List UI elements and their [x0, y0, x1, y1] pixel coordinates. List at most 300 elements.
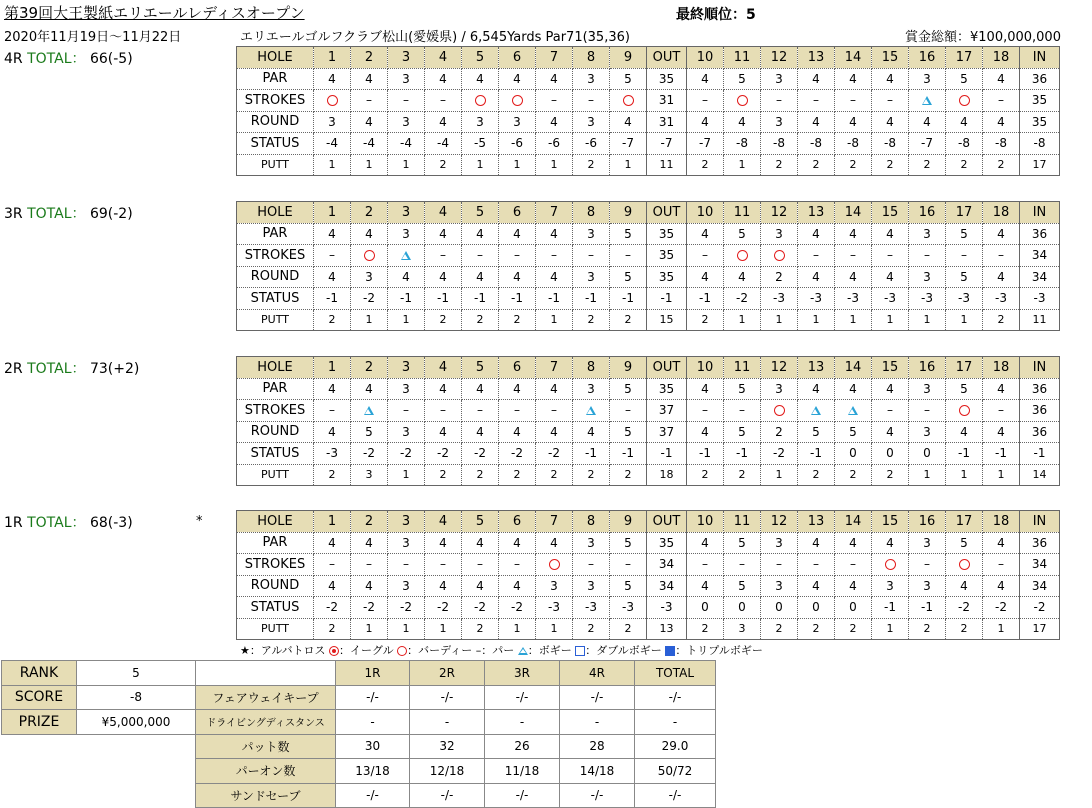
round-label: 1R	[4, 515, 23, 531]
round-cell: 5	[724, 575, 761, 597]
total-label: TOTAL：	[27, 515, 86, 531]
status-cell: -1	[872, 597, 909, 619]
stat-value: -	[410, 710, 485, 735]
par-cell: 4	[983, 378, 1020, 400]
round-cell: 4	[835, 575, 872, 597]
strokes-cell: –	[872, 245, 909, 267]
strokes-cell: 36	[1020, 400, 1060, 422]
rank-label: RANK	[2, 661, 77, 686]
putt-cell: 1	[909, 309, 946, 331]
putt-cell: 17	[1020, 154, 1060, 176]
hole-cell: 6	[499, 357, 536, 379]
par-cell: 4	[314, 378, 351, 400]
par-cell: 3	[761, 378, 798, 400]
hole-cell: 2	[351, 511, 388, 533]
putt-cell: 2	[687, 309, 724, 331]
putt-cell: 2	[872, 464, 909, 486]
putt-cell: 11	[1020, 309, 1060, 331]
status-cell: -5	[462, 133, 499, 155]
hole-cell: 10	[687, 357, 724, 379]
stat-value: -/-	[560, 685, 635, 710]
par-cell: 36	[1020, 378, 1060, 400]
par-cell: 4	[835, 532, 872, 554]
round-cell: 4	[983, 421, 1020, 443]
hole-cell: 1	[314, 47, 351, 69]
column-header: 3R	[485, 661, 560, 686]
hole-cell: 4	[425, 47, 462, 69]
round-label: 2R	[4, 361, 23, 377]
strokes-cell: –	[835, 245, 872, 267]
strokes-cell: –	[536, 245, 573, 267]
stat-label: ドライビングディスタンス	[196, 710, 336, 735]
par-cell: 4	[798, 68, 835, 90]
hole-row	[237, 357, 1060, 379]
putt-cell: 2	[314, 309, 351, 331]
strokes-cell: –	[388, 90, 425, 112]
round-cell: 2	[761, 421, 798, 443]
status-cell: -6	[536, 133, 573, 155]
par-cell: 4	[462, 378, 499, 400]
status-cell: -1	[687, 288, 724, 310]
hole-cell: 18	[983, 357, 1020, 379]
putt-cell: 1	[724, 309, 761, 331]
round-cell: 4	[872, 421, 909, 443]
prize-value: ¥5,000,000	[77, 710, 196, 735]
hole-cell: 16	[909, 357, 946, 379]
status-cell: -2	[761, 443, 798, 465]
strokes-row-label: STROKES	[237, 245, 314, 267]
strokes-cell	[610, 90, 647, 112]
round-cell: 4	[687, 421, 724, 443]
strokes-row-label: STROKES	[237, 90, 314, 112]
putt-cell: 2	[946, 154, 983, 176]
strokes-cell: –	[687, 400, 724, 422]
round-cell: 34	[1020, 266, 1060, 288]
strokes-cell: –	[462, 554, 499, 576]
stat-value: -/-	[336, 685, 410, 710]
putt-cell: 2	[909, 618, 946, 640]
status-cell: -1	[724, 443, 761, 465]
hole-cell: 7	[536, 511, 573, 533]
hole-cell: IN	[1020, 357, 1060, 379]
hole-cell: 14	[835, 357, 872, 379]
status-row-label: STATUS	[237, 133, 314, 155]
hole-cell: 4	[425, 202, 462, 224]
round-cell: 5	[835, 421, 872, 443]
round-cell: 3	[872, 575, 909, 597]
putt-cell: 2	[798, 618, 835, 640]
par-row	[237, 68, 1060, 90]
birdie-circle-icon	[959, 95, 970, 106]
square-icon	[575, 646, 585, 656]
putt-cell: 2	[425, 464, 462, 486]
putt-cell: 11	[647, 154, 687, 176]
strokes-cell: –	[761, 554, 798, 576]
putt-cell: 2	[983, 154, 1020, 176]
par-cell: 4	[462, 68, 499, 90]
status-cell: -6	[499, 133, 536, 155]
par-cell: 4	[351, 68, 388, 90]
status-cell: -7	[909, 133, 946, 155]
status-cell: -7	[687, 133, 724, 155]
course-info: エリエールゴルフクラブ松山(愛媛県) / 6,545Yards Par71(35,36)	[240, 30, 630, 45]
par-cell: 5	[946, 532, 983, 554]
par-cell: 4	[425, 378, 462, 400]
round-cell: 4	[388, 266, 425, 288]
status-cell: -2	[425, 597, 462, 619]
status-cell: -1	[798, 443, 835, 465]
column-header: 1R	[336, 661, 410, 686]
status-cell: 0	[835, 443, 872, 465]
putt-row	[237, 154, 1060, 176]
hole-cell: 6	[499, 202, 536, 224]
strokes-cell: 35	[1020, 90, 1060, 112]
round-cell: 4	[351, 111, 388, 133]
status-cell: 0	[872, 443, 909, 465]
strokes-cell: –	[610, 554, 647, 576]
status-cell: -2	[983, 597, 1020, 619]
strokes-cell: –	[724, 400, 761, 422]
par-cell: 4	[499, 68, 536, 90]
status-cell: -8	[872, 133, 909, 155]
strokes-cell: –	[835, 90, 872, 112]
putt-cell: 14	[1020, 464, 1060, 486]
birdie-circle-icon	[737, 95, 748, 106]
putt-cell: 2	[610, 464, 647, 486]
putt-row-label: PUTT	[237, 309, 314, 331]
round-cell: 4	[724, 266, 761, 288]
putt-cell: 1	[946, 309, 983, 331]
hole-cell: 5	[462, 47, 499, 69]
putt-cell: 1	[983, 464, 1020, 486]
status-cell: -1	[647, 288, 687, 310]
par-cell: 4	[314, 223, 351, 245]
putt-cell: 1	[351, 618, 388, 640]
hole-cell: 8	[573, 47, 610, 69]
rank-value: 5	[77, 661, 196, 686]
strokes-cell: –	[909, 554, 946, 576]
par-cell: 4	[425, 68, 462, 90]
par-row-label: PAR	[237, 378, 314, 400]
strokes-cell	[946, 90, 983, 112]
round-row	[237, 111, 1060, 133]
strokes-cell	[872, 554, 909, 576]
status-cell: -3	[983, 288, 1020, 310]
hole-cell: 13	[798, 202, 835, 224]
putt-cell: 2	[314, 618, 351, 640]
status-cell: -3	[946, 288, 983, 310]
hole-cell: 15	[872, 47, 909, 69]
putt-cell: 1	[388, 618, 425, 640]
strokes-cell: –	[983, 90, 1020, 112]
round-row-label: ROUND	[237, 421, 314, 443]
stat-value: -/-	[635, 783, 716, 808]
round-cell: 36	[1020, 421, 1060, 443]
putt-cell: 2	[425, 154, 462, 176]
par-cell: 5	[724, 68, 761, 90]
hole-cell: 11	[724, 47, 761, 69]
putt-cell: 1	[872, 618, 909, 640]
hole-cell: 17	[946, 202, 983, 224]
round-cell: 5	[351, 421, 388, 443]
stat-value: 12/18	[410, 759, 485, 784]
scorecard-round-2	[236, 356, 1060, 486]
putt-cell: 1	[536, 309, 573, 331]
putt-cell: 2	[499, 309, 536, 331]
tournament-dates: 2020年11月19日～11月22日	[4, 30, 182, 45]
hole-cell: 13	[798, 511, 835, 533]
strokes-cell: –	[536, 90, 573, 112]
hole-cell: 10	[687, 47, 724, 69]
status-cell: -3	[798, 288, 835, 310]
round-cell: 5	[798, 421, 835, 443]
birdie-circle-icon	[959, 405, 970, 416]
strokes-row	[237, 90, 1060, 112]
par-cell: 4	[872, 223, 909, 245]
hole-cell: IN	[1020, 511, 1060, 533]
putt-cell: 3	[724, 618, 761, 640]
summary-row-rank	[2, 661, 716, 686]
par-cell: 4	[536, 378, 573, 400]
hole-cell: 17	[946, 357, 983, 379]
status-cell: -1	[573, 288, 610, 310]
status-cell: -2	[462, 597, 499, 619]
hole-row	[237, 47, 1060, 69]
round-cell: 4	[499, 421, 536, 443]
par-cell: 4	[536, 532, 573, 554]
strokes-cell: 34	[647, 554, 687, 576]
hole-cell: 1	[314, 357, 351, 379]
putt-cell: 1	[388, 154, 425, 176]
bogey-triangle-icon	[364, 406, 374, 415]
par-cell: 4	[872, 532, 909, 554]
stat-value: 26	[485, 734, 560, 759]
hole-cell: 10	[687, 511, 724, 533]
putt-cell: 1	[983, 618, 1020, 640]
round-cell: 4	[462, 575, 499, 597]
par-cell: 4	[314, 68, 351, 90]
putt-cell: 1	[536, 618, 573, 640]
birdie-circle-icon	[364, 250, 375, 261]
round-cell: 3	[761, 575, 798, 597]
strokes-row-label: STROKES	[237, 554, 314, 576]
legend-par: ：パー	[481, 644, 515, 657]
round-cell: 35	[1020, 111, 1060, 133]
par-cell: 3	[388, 68, 425, 90]
hole-cell: OUT	[647, 511, 687, 533]
par-cell: 4	[798, 532, 835, 554]
putt-cell: 2	[946, 618, 983, 640]
status-cell: -4	[314, 133, 351, 155]
putt-cell: 2	[573, 309, 610, 331]
par-cell: 5	[724, 532, 761, 554]
stat-value: 32	[410, 734, 485, 759]
putt-cell: 2	[573, 464, 610, 486]
blank-cell	[2, 759, 196, 784]
status-cell: -4	[388, 133, 425, 155]
status-cell: -1	[610, 288, 647, 310]
round-cell: 4	[425, 421, 462, 443]
strokes-cell: –	[798, 554, 835, 576]
hole-cell: 1	[314, 202, 351, 224]
hole-row-label: HOLE	[237, 511, 314, 533]
round-cell: 4	[946, 575, 983, 597]
strokes-cell	[761, 400, 798, 422]
total-purse: 賞金総額：¥100,000,000	[905, 30, 1061, 45]
putt-cell: 2	[983, 309, 1020, 331]
putt-cell: 2	[835, 464, 872, 486]
putt-cell: 3	[351, 464, 388, 486]
par-cell: 3	[909, 68, 946, 90]
round-cell: 4	[425, 111, 462, 133]
hole-cell: OUT	[647, 202, 687, 224]
status-cell: -1	[536, 288, 573, 310]
par-cell: 35	[647, 378, 687, 400]
hole-row	[237, 202, 1060, 224]
par-cell: 3	[761, 223, 798, 245]
par-cell: 35	[647, 68, 687, 90]
hole-cell: 17	[946, 511, 983, 533]
stat-value: 13/18	[336, 759, 410, 784]
round-cell: 4	[835, 266, 872, 288]
round-cell: 4	[314, 421, 351, 443]
bogey-triangle-icon	[401, 251, 411, 260]
round-cell: 4	[798, 111, 835, 133]
status-cell: -2	[351, 443, 388, 465]
round-cell: 5	[946, 266, 983, 288]
round-row	[237, 266, 1060, 288]
par-cell: 4	[983, 223, 1020, 245]
round-row-label: ROUND	[237, 111, 314, 133]
score-label: SCORE	[2, 685, 77, 710]
status-cell: -2	[351, 597, 388, 619]
round-cell: 4	[872, 266, 909, 288]
par-cell: 5	[610, 532, 647, 554]
putt-cell: 18	[647, 464, 687, 486]
hole-cell: 18	[983, 511, 1020, 533]
summary-row-sand	[2, 783, 716, 808]
circle-icon	[397, 646, 407, 656]
bogey-triangle-icon	[586, 406, 596, 415]
strokes-cell: –	[798, 90, 835, 112]
par-cell: 4	[835, 378, 872, 400]
round-cell: 5	[724, 421, 761, 443]
hole-cell: 15	[872, 202, 909, 224]
stat-value: -/-	[485, 685, 560, 710]
par-cell: 4	[462, 532, 499, 554]
par-cell: 36	[1020, 532, 1060, 554]
status-cell: -3	[647, 597, 687, 619]
par-cell: 4	[499, 223, 536, 245]
stat-value: 50/72	[635, 759, 716, 784]
strokes-cell: –	[314, 245, 351, 267]
strokes-cell	[536, 554, 573, 576]
round-cell: 5	[610, 575, 647, 597]
status-cell: 0	[687, 597, 724, 619]
strokes-cell	[946, 554, 983, 576]
round-cell: 3	[462, 111, 499, 133]
round-cell: 4	[499, 266, 536, 288]
hole-cell: 1	[314, 511, 351, 533]
round-cell: 4	[983, 266, 1020, 288]
round-cell: 4	[724, 111, 761, 133]
par-cell: 5	[610, 378, 647, 400]
round-cell: 3	[573, 111, 610, 133]
strokes-row	[237, 245, 1060, 267]
round-cell: 4	[687, 266, 724, 288]
legend-bogey: ：ボギー	[527, 644, 572, 657]
hole-row-label: HOLE	[237, 357, 314, 379]
par-row-label: PAR	[237, 532, 314, 554]
hole-cell: 4	[425, 357, 462, 379]
status-cell: -2	[1020, 597, 1060, 619]
legend-eagle: ：イーグル	[338, 644, 394, 657]
hole-cell: 8	[573, 357, 610, 379]
putt-cell: 1	[835, 309, 872, 331]
par-cell: 4	[687, 378, 724, 400]
summary-row-prize	[2, 710, 716, 735]
putt-cell: 1	[351, 154, 388, 176]
summary-row-score	[2, 685, 716, 710]
round-cell: 4	[462, 266, 499, 288]
strokes-cell	[946, 400, 983, 422]
hole-cell: 9	[610, 202, 647, 224]
par-cell: 3	[573, 68, 610, 90]
bogey-triangle-icon	[848, 406, 858, 415]
strokes-cell: –	[835, 554, 872, 576]
strokes-cell: –	[687, 554, 724, 576]
round-cell: 3	[761, 111, 798, 133]
status-cell: -3	[536, 597, 573, 619]
hole-cell: 4	[425, 511, 462, 533]
hole-cell: 5	[462, 357, 499, 379]
round-label: 3R	[4, 206, 23, 222]
strokes-row	[237, 400, 1060, 422]
status-cell: 0	[798, 597, 835, 619]
round-cell: 3	[388, 575, 425, 597]
hole-cell: IN	[1020, 202, 1060, 224]
putt-cell: 2	[462, 464, 499, 486]
status-cell: -1	[462, 288, 499, 310]
round-cell: 4	[687, 111, 724, 133]
status-cell: 0	[724, 597, 761, 619]
stat-label: フェアウェイキープ	[196, 685, 336, 710]
par-cell: 5	[946, 223, 983, 245]
putt-cell: 2	[314, 464, 351, 486]
total-label: TOTAL：	[27, 206, 86, 222]
stat-value: -/-	[485, 783, 560, 808]
round-cell: 4	[351, 575, 388, 597]
hole-row	[237, 511, 1060, 533]
par-cell: 3	[761, 532, 798, 554]
putt-cell: 2	[462, 618, 499, 640]
hole-cell: 3	[388, 511, 425, 533]
status-cell: -6	[573, 133, 610, 155]
total-score: 69(-2)	[89, 206, 133, 222]
strokes-cell: –	[687, 90, 724, 112]
putt-cell: 15	[647, 309, 687, 331]
par-cell: 4	[872, 68, 909, 90]
par-cell: 5	[610, 223, 647, 245]
hole-cell: 16	[909, 202, 946, 224]
round-cell: 37	[647, 421, 687, 443]
putt-cell: 2	[573, 618, 610, 640]
birdie-circle-icon	[327, 95, 338, 106]
putt-cell: 2	[462, 309, 499, 331]
status-cell: -7	[647, 133, 687, 155]
stat-value: -/-	[336, 783, 410, 808]
par-cell: 4	[462, 223, 499, 245]
